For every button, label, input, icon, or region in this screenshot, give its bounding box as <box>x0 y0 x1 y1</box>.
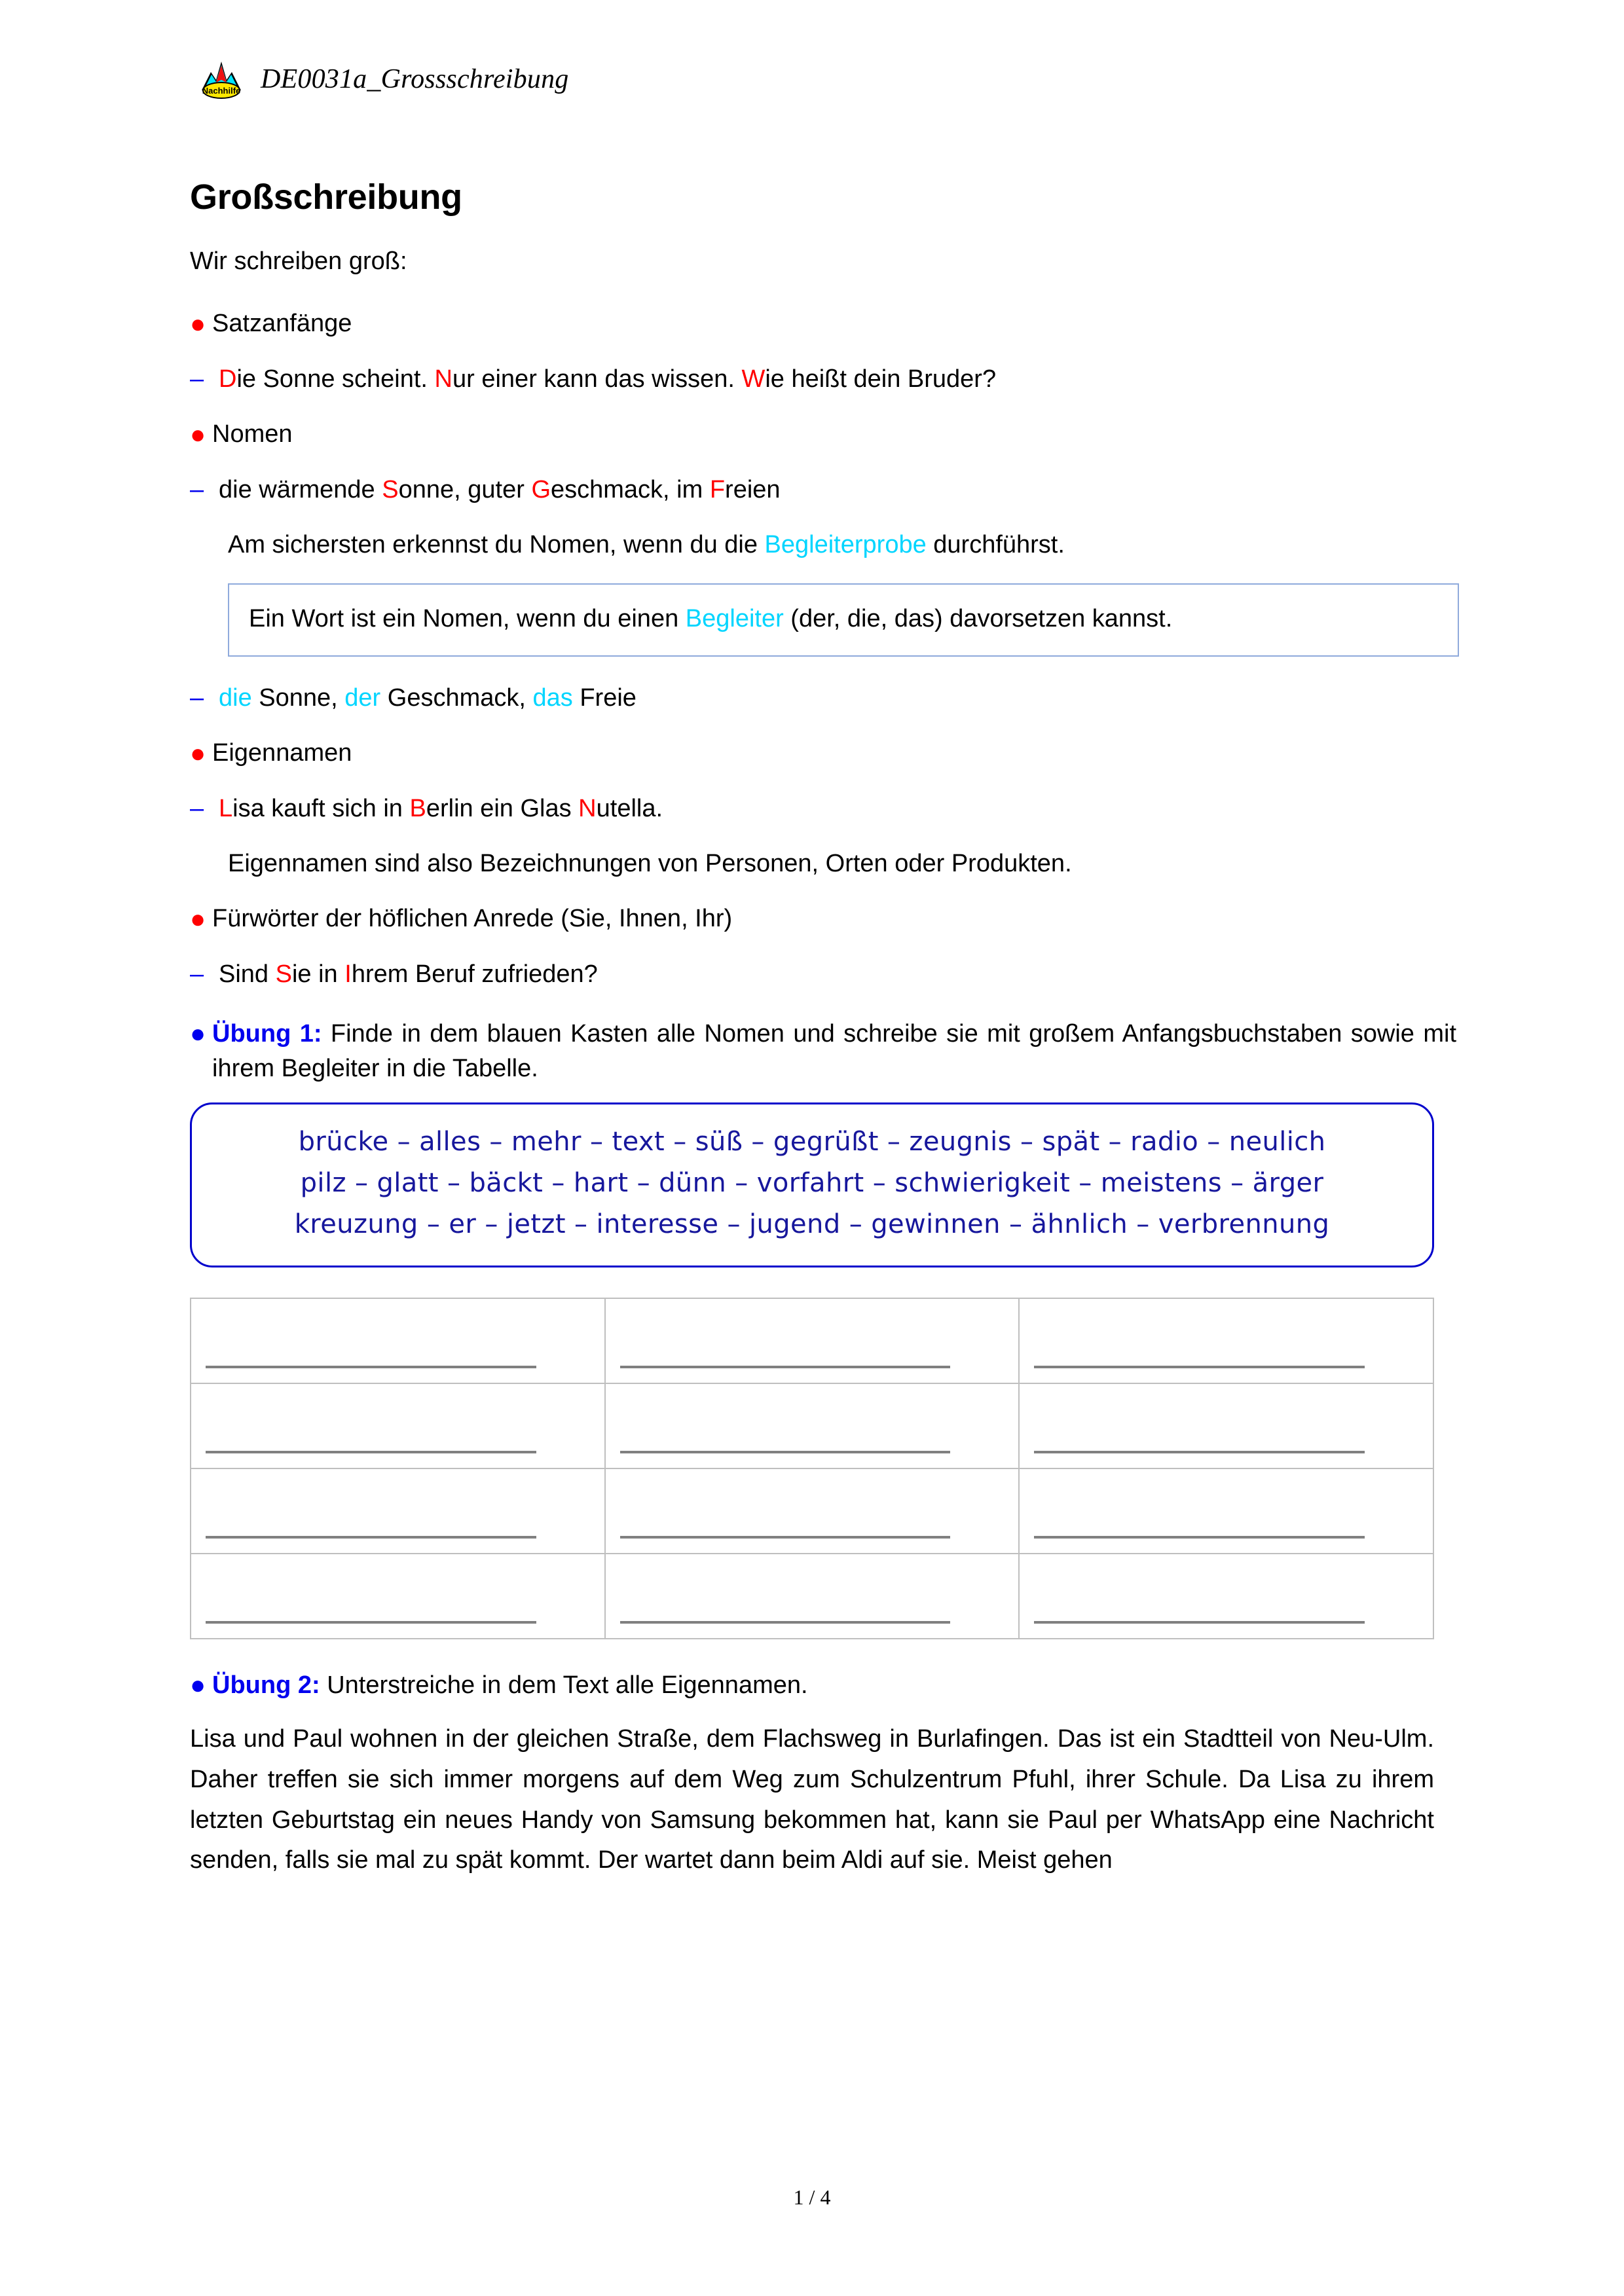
seg: Geschmack, <box>380 684 533 712</box>
fill-line <box>206 1621 536 1624</box>
exercise-1-instruction: Finde in dem blauen Kasten alle Nomen und schreibe sie mit großem Anfangsbuchstaben sowie mit ihrem Begleiter in die Tabelle. <box>212 1020 1456 1082</box>
example-begleiter <box>190 682 1473 714</box>
nomen-note <box>190 528 1473 561</box>
seg: hrem Beruf zufrieden? <box>351 960 598 989</box>
callout-pre: Ein Wort ist ein Nomen, wenn du einen <box>249 605 686 633</box>
seg: S <box>382 475 399 503</box>
exercise-2-label: Übung 2: <box>212 1671 320 1699</box>
dash-icon: – <box>190 794 204 822</box>
fill-line <box>206 1451 536 1453</box>
logo-label: Nachhilfe <box>202 86 241 96</box>
bullet-dot-icon: ● <box>190 420 206 449</box>
answer-cell[interactable] <box>1019 1468 1433 1554</box>
example-nomen <box>190 473 1473 506</box>
fill-line <box>620 1451 951 1453</box>
seg: F <box>709 475 726 503</box>
example-text <box>219 363 996 395</box>
exercise-1-heading <box>190 1017 1473 1085</box>
document-code-title: DE0031a_Grossschreibung <box>261 64 569 94</box>
page-footer <box>0 2185 1624 2210</box>
nachhilfe-logo-icon <box>196 58 246 101</box>
bullet-dot-icon: ● <box>190 905 206 934</box>
fill-line <box>1034 1366 1365 1368</box>
example-text <box>219 682 637 714</box>
lead-text: Wir schreiben groß: <box>190 247 407 275</box>
page-title: Großschreibung <box>190 177 462 217</box>
dash-icon: – <box>190 684 204 712</box>
seg: utella. <box>596 794 663 822</box>
note-highlight: Begleiterprobe <box>764 530 927 558</box>
answer-table <box>190 1298 1434 1639</box>
fill-line <box>1034 1536 1365 1539</box>
exercise-2-heading <box>190 1668 1473 1703</box>
seg: der <box>344 684 381 712</box>
rule-label: Eigennamen <box>212 739 352 767</box>
seg: Sonne, <box>251 684 345 712</box>
fill-line <box>620 1366 951 1368</box>
seg: ie Sonne scheint. <box>236 365 435 393</box>
callout-post: (der, die, das) davorsetzen kannst. <box>783 605 1173 633</box>
fill-line <box>1034 1621 1365 1624</box>
example-eigennamen <box>190 792 1473 825</box>
table-row <box>191 1554 1433 1639</box>
answer-cell[interactable] <box>605 1554 1020 1639</box>
seg: D <box>219 365 237 393</box>
example-fuerwoerter <box>190 958 1473 991</box>
seg: das <box>532 684 573 712</box>
example-satzanfaenge <box>190 363 1473 395</box>
fill-line <box>206 1366 536 1368</box>
table-row <box>191 1468 1433 1554</box>
seg: isa kauft sich in <box>232 794 410 822</box>
seg: I <box>344 960 352 989</box>
seg: W <box>741 365 766 393</box>
table-row <box>191 1298 1433 1383</box>
word-bank-box <box>190 1102 1434 1267</box>
answer-cell[interactable] <box>191 1468 605 1554</box>
seg: G <box>531 475 551 503</box>
document-content <box>190 177 1473 1881</box>
rule-label: Satzanfänge <box>212 310 352 337</box>
answer-cell[interactable] <box>191 1383 605 1468</box>
note-pre: Am sichersten erkennst du Nomen, wenn du die <box>228 530 765 558</box>
page-indicator: 1 / 4 <box>793 2185 831 2209</box>
seg: Sind <box>219 960 276 989</box>
seg: die <box>219 684 252 712</box>
answer-cell[interactable] <box>605 1298 1020 1383</box>
fill-line <box>206 1536 536 1539</box>
exercise-1-text <box>212 1017 1456 1085</box>
answer-cell[interactable] <box>191 1554 605 1639</box>
fill-line <box>620 1536 951 1539</box>
rule-label: Fürwörter der höflichen Anrede (Sie, Ihnen, Ihr) <box>212 905 733 933</box>
bullet-dot-icon: ● <box>190 310 206 338</box>
rule-label: Nomen <box>212 420 293 448</box>
example-text <box>219 473 781 506</box>
story-paragraph: Lisa und Paul wohnen in der gleichen Straße, dem Flachsweg in Burlafingen. Das ist ein Stadtteil von Neu-Ulm. Daher treffen sie sich immer morgens auf dem Weg zum Schulzentrum Pfuhl, ihrer Schule. Da Lisa zu ihrem letzten Geburtstag ein neues Handy von Samsung bekommen hat, kann sie Paul per WhatsApp eine Nachricht senden, falls sie mal zu spät kommt. Der wartet dann beim Aldi auf sie. Meist gehen <box>190 1725 1434 1874</box>
example-text <box>219 958 598 991</box>
document-header <box>196 58 568 101</box>
seg: L <box>219 794 233 822</box>
seg: N <box>578 794 597 822</box>
bullet-dot-icon: ● <box>190 1670 206 1700</box>
seg: Freie <box>572 684 637 712</box>
answer-cell[interactable] <box>1019 1554 1433 1639</box>
seg: N <box>434 365 452 393</box>
fill-line <box>1034 1451 1365 1453</box>
word-bank-line: brücke – alles – mehr – text – süß – gegrüßt – zeugnis – spät – radio – neulich <box>298 1127 1326 1157</box>
dash-icon: – <box>190 475 204 503</box>
seg: erlin ein Glas <box>426 794 579 822</box>
rule-item-fuerwoerter <box>190 902 1473 937</box>
rule-item-eigennamen <box>190 737 1473 771</box>
eigennamen-note: Eigennamen sind also Bezeichnungen von Personen, Orten oder Produkten. <box>228 850 1072 878</box>
word-bank-line: kreuzung – er – jetzt – interesse – jugend – gewinnen – ähnlich – verbrennung <box>294 1209 1330 1240</box>
table-row <box>191 1383 1433 1468</box>
exercise-2-text <box>212 1668 1456 1702</box>
answer-cell[interactable] <box>191 1298 605 1383</box>
seg: ie heißt dein Bruder? <box>765 365 997 393</box>
seg: B <box>409 794 426 822</box>
dash-icon: – <box>190 365 204 393</box>
answer-cell[interactable] <box>605 1383 1020 1468</box>
seg: die wärmende <box>219 475 382 503</box>
seg: reien <box>725 475 781 503</box>
seg: S <box>275 960 292 989</box>
seg: eschmack, im <box>551 475 710 503</box>
seg: onne, guter <box>398 475 532 503</box>
callout-highlight: Begleiter <box>685 605 784 633</box>
exercise-2-instruction: Unterstreiche in dem Text alle Eigennamen. <box>320 1671 808 1699</box>
answer-cell[interactable] <box>1019 1298 1433 1383</box>
answer-cell[interactable] <box>605 1468 1020 1554</box>
seg: ie in <box>291 960 345 989</box>
rule-item-satzanfaenge <box>190 307 1473 342</box>
note-post: durchführst. <box>926 530 1065 558</box>
fill-line <box>620 1621 951 1624</box>
bullet-dot-icon: ● <box>190 1019 206 1049</box>
word-bank-line: pilz – glatt – bäckt – hart – dünn – vorfahrt – schwierigkeit – meistens – ärger <box>300 1168 1324 1199</box>
begleiterprobe-callout-box <box>228 583 1459 657</box>
answer-cell[interactable] <box>1019 1383 1433 1468</box>
rule-item-nomen <box>190 418 1473 452</box>
exercise-1-label: Übung 1: <box>212 1020 322 1048</box>
bullet-dot-icon: ● <box>190 739 206 769</box>
example-text <box>219 792 663 825</box>
seg: ur einer kann das wissen. <box>452 365 742 393</box>
dash-icon: – <box>190 960 204 989</box>
